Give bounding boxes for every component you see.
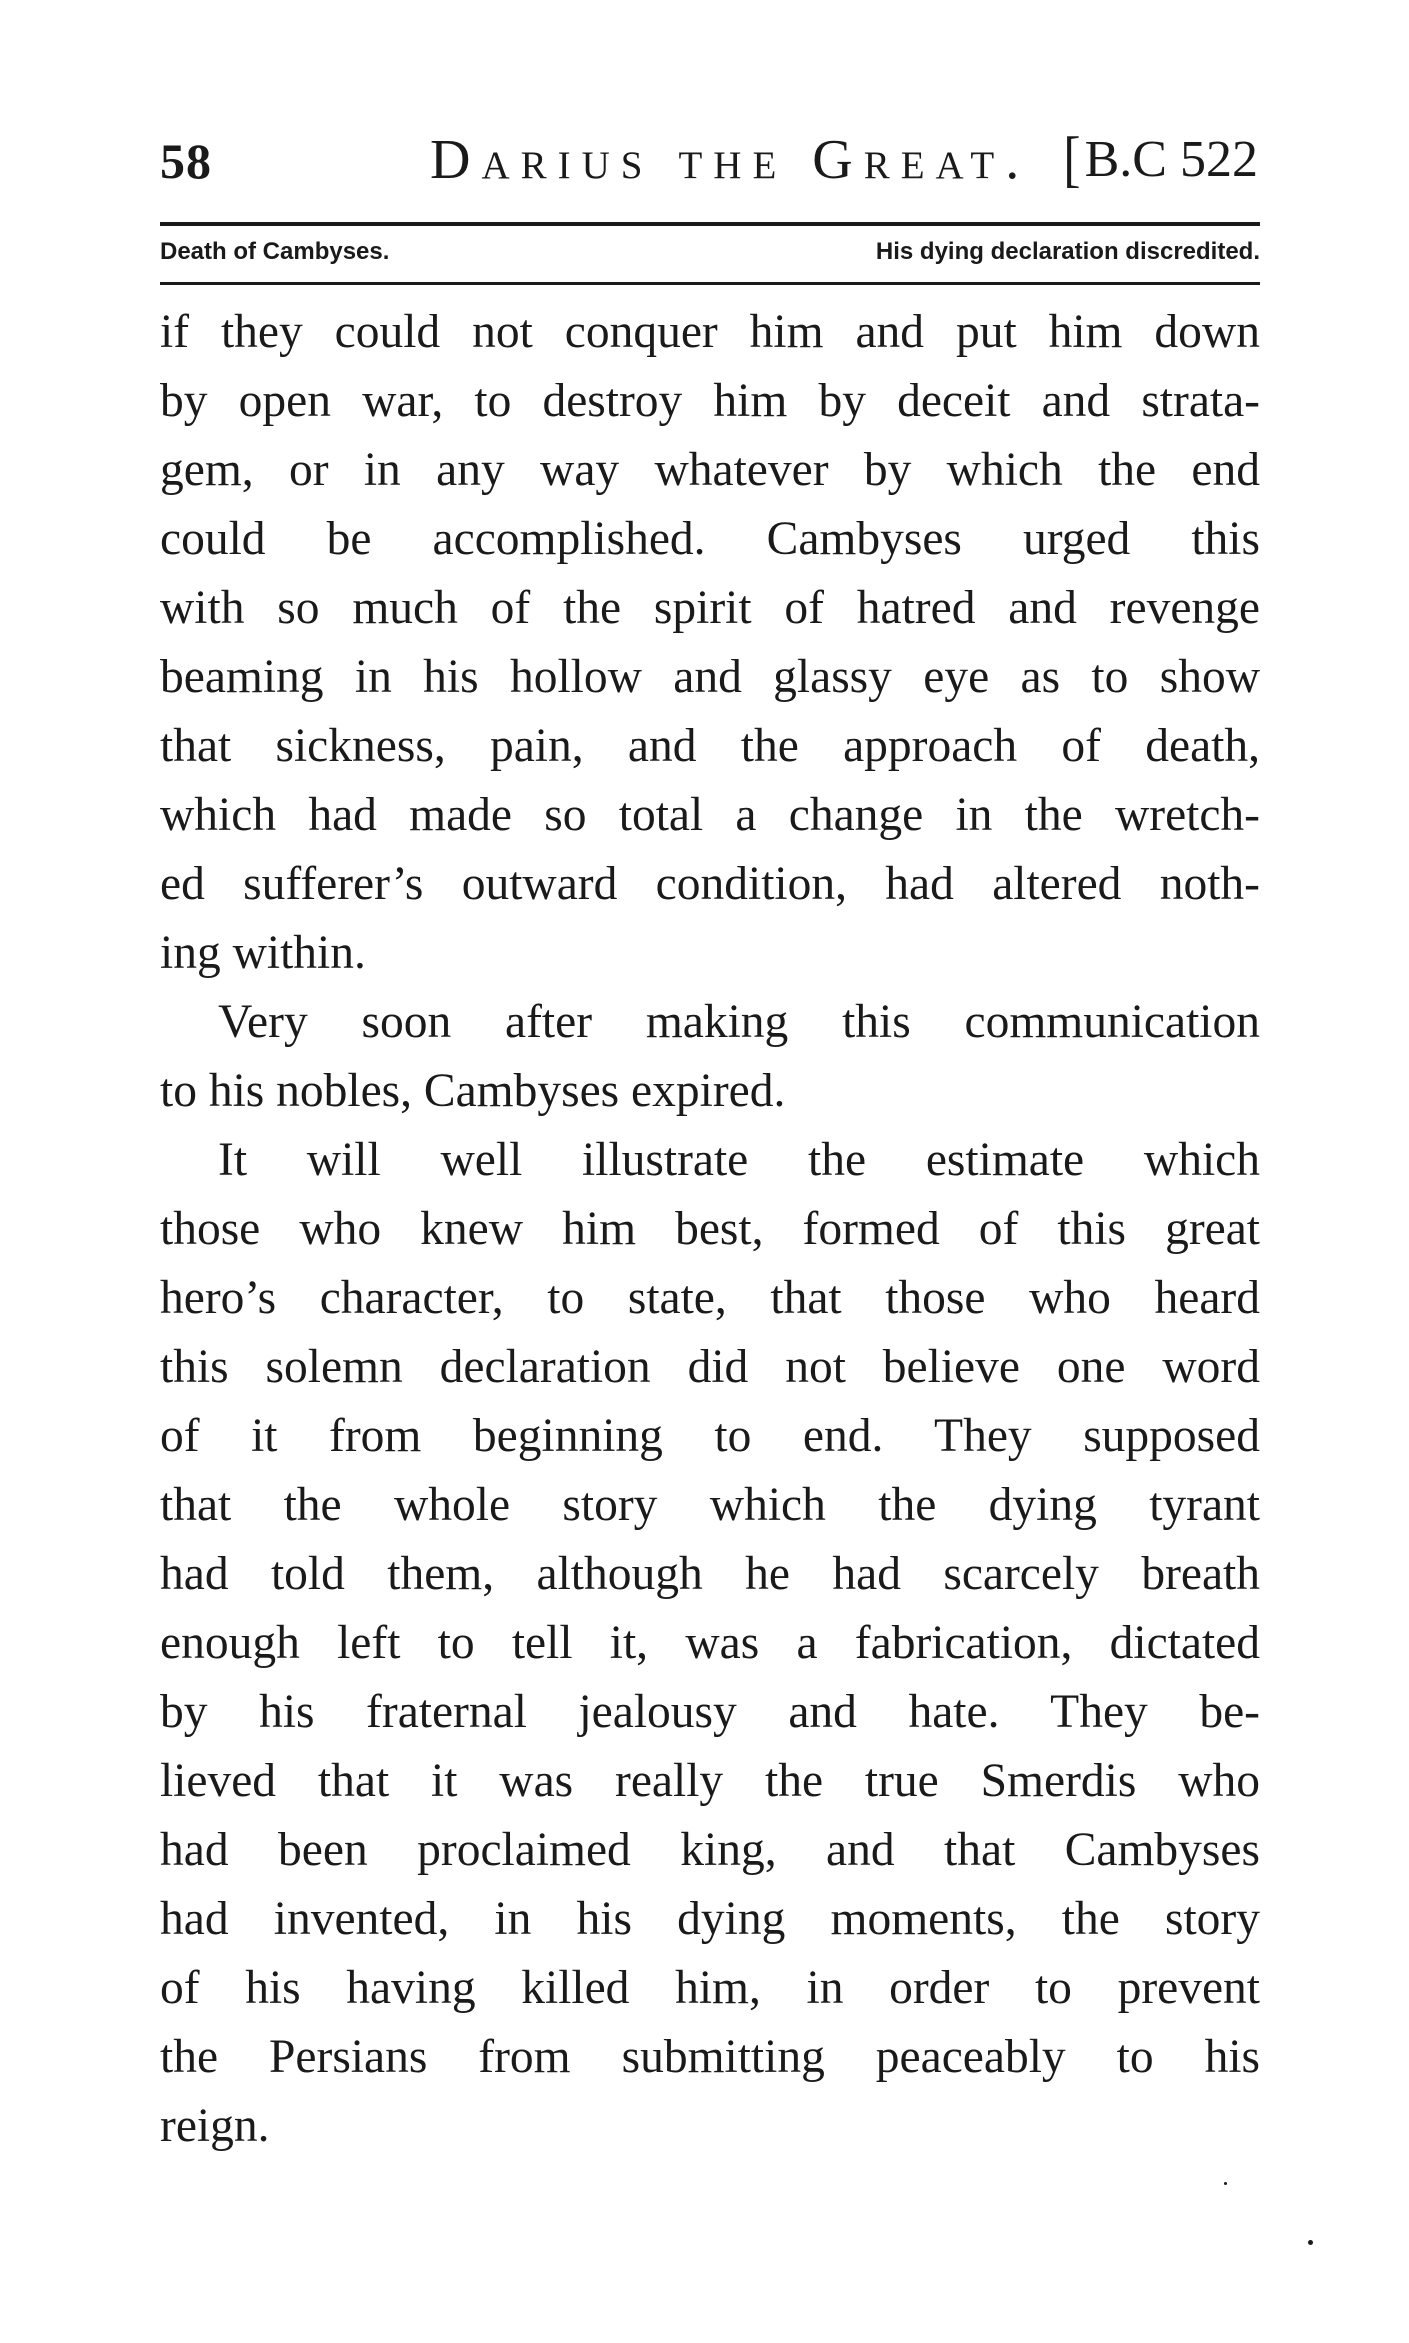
text-line: lieved that it was really the true Smerdis who: [160, 1755, 1260, 1807]
header-rule-bottom: [160, 282, 1260, 285]
body-text: [160, 298, 1260, 2161]
running-head: [160, 118, 1260, 198]
book-title: Darius the Great.: [430, 129, 1031, 191]
text-line: could be accomplished. Cambyses urged this: [160, 513, 1260, 565]
print-speck: [1224, 2182, 1227, 2185]
text-line: ing within.: [160, 927, 366, 979]
marginal-note-right: His dying declaration discredited.: [875, 238, 1260, 265]
text-line: this solemn declaration did not believe one word: [160, 1341, 1260, 1393]
text-line: reign.: [160, 2100, 270, 2152]
text-line: of his having killed him, in order to prevent: [160, 1962, 1260, 2014]
text-line: that sickness, pain, and the approach of death,: [160, 720, 1260, 772]
text-line: by his fraternal jealousy and hate. They be-: [160, 1686, 1260, 1738]
text-line: with so much of the spirit of hatred and revenge: [160, 582, 1260, 634]
text-line: that the whole story which the dying tyrant: [160, 1479, 1260, 1531]
text-line: those who knew him best, formed of this great: [160, 1203, 1260, 1255]
book-page: [160, 0, 1260, 2343]
text-line: if they could not conquer him and put him down: [160, 306, 1260, 358]
text-line: to his nobles, Cambyses expired.: [160, 1065, 786, 1117]
text-line: had invented, in his dying moments, the story: [160, 1893, 1260, 1945]
print-speck: [1308, 2240, 1313, 2245]
marginal-notes: [160, 238, 1260, 272]
text-line: Very soon after making this communication: [218, 996, 1260, 1048]
era-label: [1063, 125, 1258, 194]
text-line: had been proclaimed king, and that Cambyses: [160, 1824, 1260, 1876]
header-rule-top: [160, 222, 1260, 226]
text-line: It will well illustrate the estimate which: [218, 1134, 1260, 1186]
text-line: hero’s character, to state, that those who heard: [160, 1272, 1260, 1324]
text-line: by open war, to destroy him by deceit and strata-: [160, 375, 1260, 427]
era-bracket: [: [1063, 125, 1081, 194]
page-number: 58: [160, 133, 212, 189]
text-line: had told them, although he had scarcely breath: [160, 1548, 1260, 1600]
text-line: the Persians from submitting peaceably to his: [160, 2031, 1260, 2083]
text-line: gem, or in any way whatever by which the end: [160, 444, 1260, 496]
text-line: beaming in his hollow and glassy eye as to show: [160, 651, 1260, 703]
text-line: ed sufferer’s outward condition, had altered noth-: [160, 858, 1260, 910]
era-text: B.C 522: [1084, 131, 1258, 188]
text-line: enough left to tell it, was a fabrication, dictated: [160, 1617, 1260, 1669]
marginal-note-left: Death of Cambyses.: [160, 238, 390, 265]
text-line: which had made so total a change in the wretch-: [160, 789, 1260, 841]
text-line: of it from beginning to end. They supposed: [160, 1410, 1260, 1462]
